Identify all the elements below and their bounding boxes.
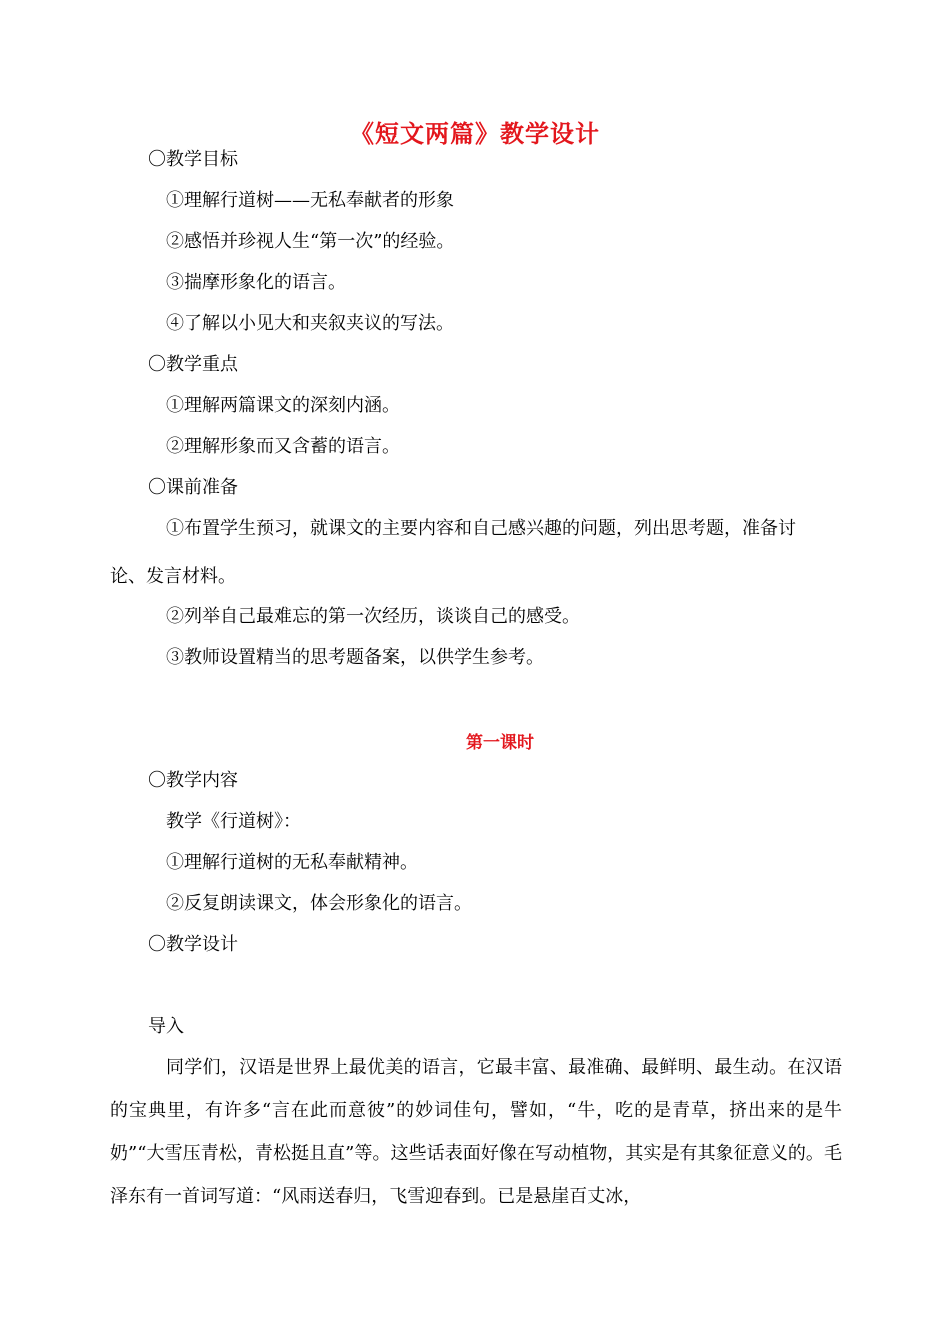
section-heading-prep: 〇课前准备 [148,477,238,498]
lesson-title: 第一课时 [466,733,534,753]
content-item: ①理解行道树的无私奉献精神。 [166,852,418,873]
goal-item: ①理解行道树——无私奉献者的形象 [166,190,454,211]
key-point-item: ①理解两篇课文的深刻内涵。 [166,395,400,416]
goal-item: ③揣摩形象化的语言。 [166,272,346,293]
intro-label: 导入 [148,1016,184,1037]
key-point-item: ②理解形象而又含蓄的语言。 [166,436,400,457]
prep-item: ②列举自己最难忘的第一次经历，谈谈自己的感受。 [166,606,580,627]
section-heading-design: 〇教学设计 [148,934,238,955]
prep-item: ①布置学生预习，就课文的主要内容和自己感兴趣的问题，列出思考题，准备讨 [166,518,796,539]
section-heading-content: 〇教学内容 [148,770,238,791]
goal-item: ②感悟并珍视人生“第一次”的经验。 [166,231,455,252]
section-heading-goals: 〇教学目标 [148,149,238,170]
intro-paragraph: 同学们，汉语是世界上最优美的语言，它最丰富、最准确、最鲜明、最生动。在汉语的宝典里，有许多“言在此而意彼”的妙词佳句，譬如，“牛，吃的是青草，挤出来的是牛奶”“大雪压青松，青松挺且直”等。这些话表面好像在写动植物，其实是有其象征意义的。毛泽东有一首词写道：“风雨送春归，飞雪迎春到。已是悬崖百丈冰， [110,1057,842,1207]
content-item: ②反复朗读课文，体会形象化的语言。 [166,893,472,914]
section-heading-key-points: 〇教学重点 [148,354,238,375]
prep-item: ③教师设置精当的思考题备案，以供学生参考。 [166,647,544,668]
content-item: 教学《行道树》： [166,811,301,832]
goal-item: ④了解以小见大和夹叙夹议的写法。 [166,313,454,334]
prep-item-continuation: 论、发言材料。 [110,566,236,587]
document-title: 《短文两篇》教学设计 [350,120,600,148]
